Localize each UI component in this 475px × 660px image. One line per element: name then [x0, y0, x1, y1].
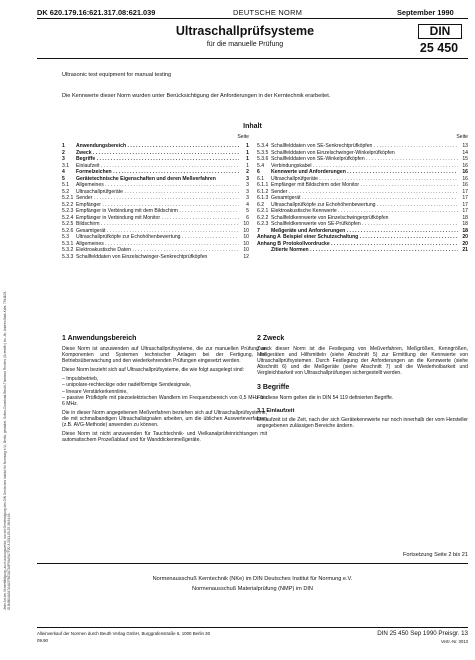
toc-entry-number: 6 — [257, 169, 260, 175]
dk-code: DK 620.179.16:621.317.08:621.039 — [37, 8, 156, 17]
english-title: Ultrasonic test equipment for manual testing — [62, 72, 172, 78]
toc-entry-page: 5 — [246, 208, 249, 214]
toc-entry-page: 1 — [246, 162, 249, 169]
toc-entry-number: 3.1 — [62, 162, 70, 169]
section-3-heading: 3 Begriffe — [257, 384, 290, 392]
toc-entry-title: Formelzeichen . . . — [76, 169, 239, 176]
norm-type: DEUTSCHE NORM — [233, 8, 303, 17]
toc-entry-title: Schallfelddaten von Einzelschwinger-Winkelprüfköpfen — [271, 149, 395, 156]
toc-entry-number: 5.4 — [257, 162, 265, 169]
toc-entry-page: 3 — [246, 188, 249, 195]
committee-line-1: Normenausschuß Kerntechnik (NKe) im DIN Deutsches Institut für Normung e.V. — [152, 576, 353, 582]
bullet-item: – lineare Verstärkerkennlinie, — [62, 389, 267, 395]
toc-entry-number: 5.2.6 — [62, 227, 74, 234]
toc-entry-number: 6.2.2 — [257, 214, 269, 221]
toc-entry-page: 18 — [462, 221, 468, 227]
header-rule — [37, 18, 468, 19]
toc-entry-number: 6.2 — [257, 201, 265, 208]
toc-entry-number: Anhang A — [257, 234, 281, 240]
toc-entry-number: Anhang B — [257, 240, 282, 247]
toc-entry-title: Zweck . . . — [76, 150, 239, 157]
toc-entry-page: 17 — [462, 201, 468, 208]
footer-sales-note: Alleinverkauf der Normen durch Beuth Verlag GmbH, Burggrafenstraße 6, 1000 Berlin 30 — [37, 631, 211, 636]
din-number: 25 450 — [419, 41, 459, 55]
section-1-paragraph-2: Diese Norm bezieht sich auf Ultraschallprüfsysteme, die wie folgt ausgelegt sind: — [62, 367, 245, 374]
toc-entry — [62, 254, 249, 261]
toc-page-label-right: Seite — [456, 134, 468, 140]
toc-entry-number: 5.3.6 — [257, 156, 269, 162]
toc-entry-title: Protokollvordrucke . . . — [283, 241, 458, 248]
toc-entry-title: Schallfeldkennwerte von Einzelschwingerprüfköpfen — [271, 214, 389, 221]
intro-text: Die Kennwerte dieser Norm wurden unter Berücksichtigung der Anforderungen in der Kerntechnik erarbeitet. — [62, 93, 331, 99]
bullet-item: – Impulsbetrieb, — [62, 376, 267, 382]
toc-entry-page: 10 — [243, 227, 249, 234]
toc-entry-page: 18 — [462, 214, 468, 221]
toc-entry-number: 5.3 — [62, 234, 70, 240]
toc-entry-number: 1 — [62, 143, 65, 149]
toc-entry-page: 3 — [246, 175, 249, 182]
toc-page-label-left: Seite — [237, 134, 249, 140]
toc-entry-page: 1 — [246, 156, 249, 162]
toc-entry-title: Kennwerte und Anforderungen . . . — [271, 169, 458, 176]
toc-entry-page: 1 — [246, 143, 249, 149]
toc-entry-number: 3 — [62, 156, 65, 162]
section-1-paragraph-3: Die in dieser Norm angegebenen Meßverfahren beziehen sich auf Ultraschallprüfsysteme, die mit schmalbandigen Ultraschallsignalen arbeiten, um die üblichen Auswerteverfahren (z.B. AVG-Methode) anwenden zu können. — [62, 409, 267, 429]
toc-right-column — [257, 143, 468, 254]
toc-entry-number: 6.2.1 — [257, 208, 269, 214]
toc-entry-number: 5 — [62, 175, 65, 182]
toc-entry-number: 5.2.1 — [62, 195, 74, 201]
footer-date-code: 09.90 — [37, 638, 48, 643]
toc-entry-page: 20 — [462, 240, 468, 247]
section-3-1-paragraph: Einlaufzeit ist die Zeit, nach der sich Gerätekennwerte nur noch innerhalb der vom Hersteller angegebenen zulässigen Bereiche ändern. — [257, 416, 468, 429]
toc-entry-title: Schallfeldkennwerte von SE-Prüfköpfen . . . — [271, 221, 458, 228]
toc-entry-number — [257, 247, 271, 254]
publication-date: September 1990 — [397, 8, 454, 17]
toc-entry — [257, 247, 468, 254]
toc-entry-title: Empfänger in Verbindung mit dem Bildschirm . . . — [76, 208, 239, 215]
toc-entry-number: 4 — [62, 169, 65, 175]
toc-entry-number: 5.2.3 — [62, 208, 74, 214]
toc-entry-title: Schallfelddaten von Einzelschwinger-Senkrechtprüfköpfen — [76, 253, 208, 260]
toc-entry-page: 10 — [243, 234, 249, 240]
section-3-1-heading: 3.1 Einlaufzeit — [257, 407, 295, 414]
title-rule — [37, 58, 468, 59]
section-1-paragraph-4: Diese Norm ist nicht anzuwenden für Tauchtechnik- und Vielkanalprüfeinrichtungen mit automatischem Prozeßablauf und für Wanddickenmeßgeräte. — [62, 431, 267, 444]
toc-entry-page: 10 — [243, 247, 249, 253]
toc-entry-title: Gesamtgerät . . . — [271, 195, 458, 202]
toc-entry-title: Sender . . . — [76, 195, 239, 202]
toc-entry-title: Begriffe . . . — [76, 156, 239, 163]
toc-entry-title: Zitierte Normen . . . — [271, 247, 458, 254]
toc-entry-page: 17 — [462, 188, 468, 195]
page-subtitle: für die manuelle Prüfung — [206, 41, 284, 48]
toc-entry-page: 16 — [462, 162, 468, 169]
toc-entry-number: 5.3.4 — [257, 143, 269, 149]
din-logo: DIN — [418, 24, 462, 39]
toc-entry-page: 4 — [246, 201, 249, 208]
toc-entry-number: 2 — [62, 149, 65, 156]
toc-entry-title: Schallfelddaten von SE-Winkelprüfköpfen . . . — [271, 156, 458, 163]
toc-entry-title: Empfänger mit Bildschirm oder Monitor . . . — [271, 182, 458, 189]
toc-entry-number: 5.2.4 — [62, 214, 74, 221]
section-1 — [62, 335, 267, 443]
bullet-item: – unipolare-rechteckige oder nadelförmige Sendesignale, — [62, 382, 267, 388]
section-2-heading: 2 Zweck — [257, 335, 285, 342]
footer-din-price: DIN 25 450 Sep 1990 Preisgr. 13 — [377, 630, 468, 637]
toc-entry-page: 10 — [243, 221, 249, 227]
toc-entry-title: Empfänger in Verbindung mit Monitor . . . — [76, 215, 239, 222]
toc-entry-number: 6.1 — [257, 175, 265, 182]
toc-entry-title: Gerätetechnische Eigenschaften und deren Meßverfahren — [76, 175, 216, 182]
footer-rule — [37, 627, 468, 628]
toc-entry-page: 14 — [462, 149, 468, 156]
toc-entry-page: 20 — [462, 234, 468, 240]
toc-entry-page: 16 — [462, 175, 468, 182]
toc-entry-title: Meßgeräte und Anforderungen . . . — [271, 228, 458, 235]
toc-entry-number: 6.1.2 — [257, 188, 269, 195]
toc-entry-number: 6.1.1 — [257, 182, 269, 188]
section-1-heading: 1 Anwendungsbereich — [62, 335, 137, 342]
toc-entry-page: 16 — [462, 182, 468, 188]
toc-entry-title: Schallfelddaten von SE-Senkrechtprüfköpfen . . . — [271, 143, 458, 150]
section-1-paragraph-1: Diese Norm ist anzuwenden auf Ultraschallprüfsysteme, die zur manuellen Prüfung an Komponenten und Systemen technischer Anlagen bei der Fertigung, der Betriebsüberwachung und den wiederkehrenden Prüfungen eingesetzt werden. — [62, 346, 267, 365]
toc-entry-number: 5.2.2 — [62, 201, 74, 208]
toc-entry-number: 5.2.5 — [62, 221, 74, 227]
toc-entry-page: 16 — [462, 169, 468, 175]
toc-entry-page: 3 — [246, 195, 249, 201]
toc-entry-page: 3 — [246, 182, 249, 188]
toc-left-column — [62, 143, 249, 260]
toc-entry-number: 5.3.2 — [62, 247, 74, 253]
committee-line-2: Normenausschuß Materialprüfung (NMP) im DIN — [192, 586, 313, 592]
toc-entry-page: 10 — [243, 240, 249, 247]
toc-heading: Inhalt — [243, 123, 262, 130]
toc-entry-page: 6 — [246, 214, 249, 221]
toc-entry-page: 17 — [462, 208, 468, 214]
toc-entry-title: Verbindungskabel . . . — [271, 163, 458, 170]
toc-entry-page: 21 — [462, 247, 468, 253]
toc-entry-title: Beispiel einer Schutzschaltung . . . — [283, 234, 458, 241]
toc-entry-page: 17 — [462, 195, 468, 201]
toc-entry-page: 2 — [246, 169, 249, 175]
toc-entry-number: 6.1.3 — [257, 195, 269, 201]
toc-entry-title: Sender . . . — [271, 189, 458, 196]
section-2-paragraph: Zweck dieser Norm ist die Festlegung von Meßverfahren, Meßgrößen, Kenngrößen, Meßgeräten und Hilfsmitteln (siehe Abschnitt 5) zur Ermittlung der Kennwerte von Ultraschallprüfsystemen. Durch Festlegung der Anforderungen an die Kennwerte (siehe Abschnitt 6) und die Meßgeräte (siehe Abschnitt 7) soll die Wiederholbarkeit und Vergleichbarkeit von Ultraschallprüfungen sichergestellt werden. — [257, 346, 468, 377]
toc-entry-title: Gesamtgerät . . . — [76, 228, 239, 235]
section-1-bullets — [62, 376, 267, 406]
toc-entry-title: Ultraschallprüfgeräte . . . — [271, 176, 458, 183]
toc-entry-title: Ultraschallprüfköpfe zur Echohöhenbewertung . . . — [76, 234, 239, 241]
footer-vertr-nr: Vertr.-Nr. 0013 — [441, 639, 468, 644]
toc-entry-title: Allgemeines . . . — [76, 241, 239, 248]
continuation-note: Fortsetzung Seite 2 bis 21 — [403, 552, 468, 558]
toc-entry-page: 1 — [246, 149, 249, 156]
toc-entry-title: Elektroakustische Kennwerte . . . — [271, 208, 458, 215]
section-2-3 — [257, 335, 468, 429]
committee-rule — [37, 563, 468, 564]
toc-entry-title: Ultraschallprüfgeräte . . . — [76, 189, 239, 196]
copyright-margin-note: Jede Art der Vervielfältigung, auch auszugsweise, nur mit Genehmigung des DIN Deutsches Institut für Normung e.V., Berlin, gestattet. Softon-Download-Beuth-Thomson Reuters (Scientific) Inc.-Nr. Andrew Baik-Kdhr. 7541103-ID.B4B04A047A4A37BC0A7A0F99A5A7F20.3-2011-05-25 16:54:04 — [3, 290, 11, 610]
toc-entry-title: Allgemeines . . . — [76, 182, 239, 189]
toc-entry-number: 5.3.5 — [257, 149, 269, 156]
toc-entry-page: 12 — [243, 253, 249, 260]
toc-entry-page: 15 — [462, 156, 468, 162]
section-3-paragraph: Für diese Norm gelten die in DIN 54 119 definierten Begriffe. — [257, 395, 394, 402]
toc-entry-page: 13 — [462, 143, 468, 149]
toc-entry-number: 5.2 — [62, 188, 70, 195]
toc-entry-number: 5.3.1 — [62, 240, 74, 247]
toc-entry-number: 6.2.3 — [257, 221, 269, 227]
page-title: Ultraschallprüfsysteme — [175, 24, 315, 38]
toc-entry-number: 7 — [257, 227, 260, 234]
toc-entry-page: 18 — [462, 227, 468, 234]
toc-entry-title: Anwendungsbereich . . . — [76, 143, 239, 150]
toc-entry-number: 5.3.3 — [62, 253, 74, 260]
bullet-item: – passive Prüfköpfe mit piezoelektrischen Wandlern im Frequenzbereich von 0,5 MHz bis 6 MHz. — [62, 395, 267, 407]
toc-entry-title: Einlaufzeit . . . — [76, 163, 239, 170]
toc-entry-title: Bildschirm . . . — [76, 221, 239, 228]
toc-entry-number: 5.1 — [62, 182, 70, 188]
toc-entry-title: Ultraschallprüfköpfe zur Echohöhenbewertung . . . — [271, 202, 458, 209]
toc-entry-title: Elektroakustische Daten . . . — [76, 247, 239, 254]
toc-entry-title: Empfänger . . . — [76, 202, 239, 209]
